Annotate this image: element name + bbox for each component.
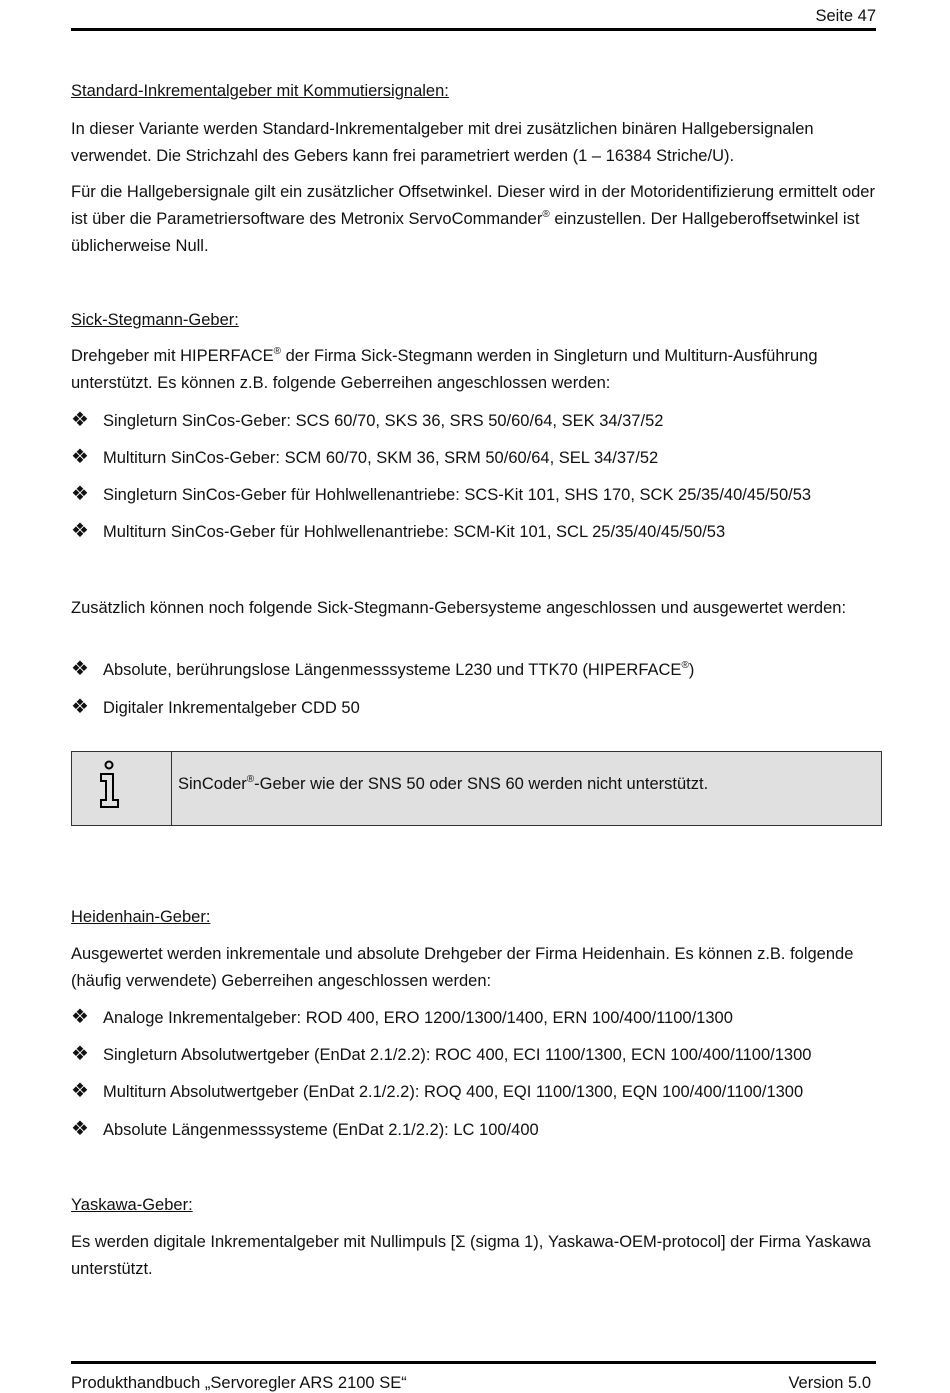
bullet-icon: ❖ <box>71 1118 89 1140</box>
registered-mark: ® <box>542 209 550 220</box>
bullet-icon: ❖ <box>71 1043 89 1065</box>
section-heading-yaskawa: Yaskawa-Geber: <box>71 1196 193 1214</box>
registered-mark: ® <box>273 346 282 357</box>
bullet-icon: ❖ <box>71 446 89 468</box>
bullet-icon: ❖ <box>71 409 89 431</box>
bullet-icon: ❖ <box>71 658 89 680</box>
paragraph-sick-1: Drehgeber mit HIPERFACE® der Firma Sick-Stegmann werden in Singleturn und Multiturn-Ausführung unterstützt. Es können z.B. folgende Geberreihen angeschlossen werden: <box>71 346 818 392</box>
note-icon-cell <box>72 752 172 825</box>
page-number: Seite 47 <box>815 7 876 25</box>
footer-rule <box>71 1361 876 1364</box>
paragraph-standard-1: In dieser Variante werden Standard-Inkrementalgeber mit drei zusätzlichen binären Hallgebersignalen verwendet. Die Strichzahl des Gebers kann frei parametriert werden (1 – 16384 Striche/U). <box>71 120 814 165</box>
section-heading-heidenhain: Heidenhain-Geber: <box>71 908 211 926</box>
section-heading-standard: Standard-Inkrementalgeber mit Kommutiersignalen: <box>71 82 449 100</box>
header-rule <box>71 28 876 31</box>
bullet-icon: ❖ <box>71 520 89 542</box>
bullet-icon: ❖ <box>71 1006 89 1028</box>
bullet-icon: ❖ <box>71 696 89 718</box>
section-heading-sick: Sick-Stegmann-Geber: <box>71 311 239 329</box>
registered-mark: ® <box>246 774 255 785</box>
bullet-icon: ❖ <box>71 1080 89 1102</box>
info-icon <box>97 760 123 810</box>
paragraph-yaskawa-1: Es werden digitale Inkrementalgeber mit Nullimpuls [Σ (sigma 1), Yaskawa-OEM-protocol] der Firma Yaskawa unterstützt. <box>71 1233 871 1278</box>
note-box <box>71 751 882 826</box>
footer-title: Produkthandbuch „Servoregler ARS 2100 SE“ <box>71 1374 407 1392</box>
paragraph-sick-2: Zusätzlich können noch folgende Sick-Stegmann-Gebersysteme angeschlossen und ausgewertet werden: <box>71 599 847 617</box>
note-text: SinCoder®-Geber wie der SNS 50 oder SNS 60 werden nicht unterstützt. <box>178 774 709 793</box>
registered-mark: ® <box>681 660 689 671</box>
footer-version: Version 5.0 <box>788 1374 871 1392</box>
paragraph-standard-2: Für die Hallgebersignale gilt ein zusätzlicher Offsetwinkel. Dieser wird in der Motoridentifizierung ermittelt oder ist über die Parametriersoftware des Metronix ServoCommander® einzustellen. Der Hallgeberoffsetwinkel ist üblicherweise Null. <box>71 183 875 255</box>
paragraph-heidenhain-1: Ausgewertet werden inkrementale und absolute Drehgeber der Firma Heidenhain. Es können z.B. folgende (häufig verwendete) Geberreihen angeschlossen werden: <box>71 945 854 990</box>
bullet-icon: ❖ <box>71 483 89 505</box>
